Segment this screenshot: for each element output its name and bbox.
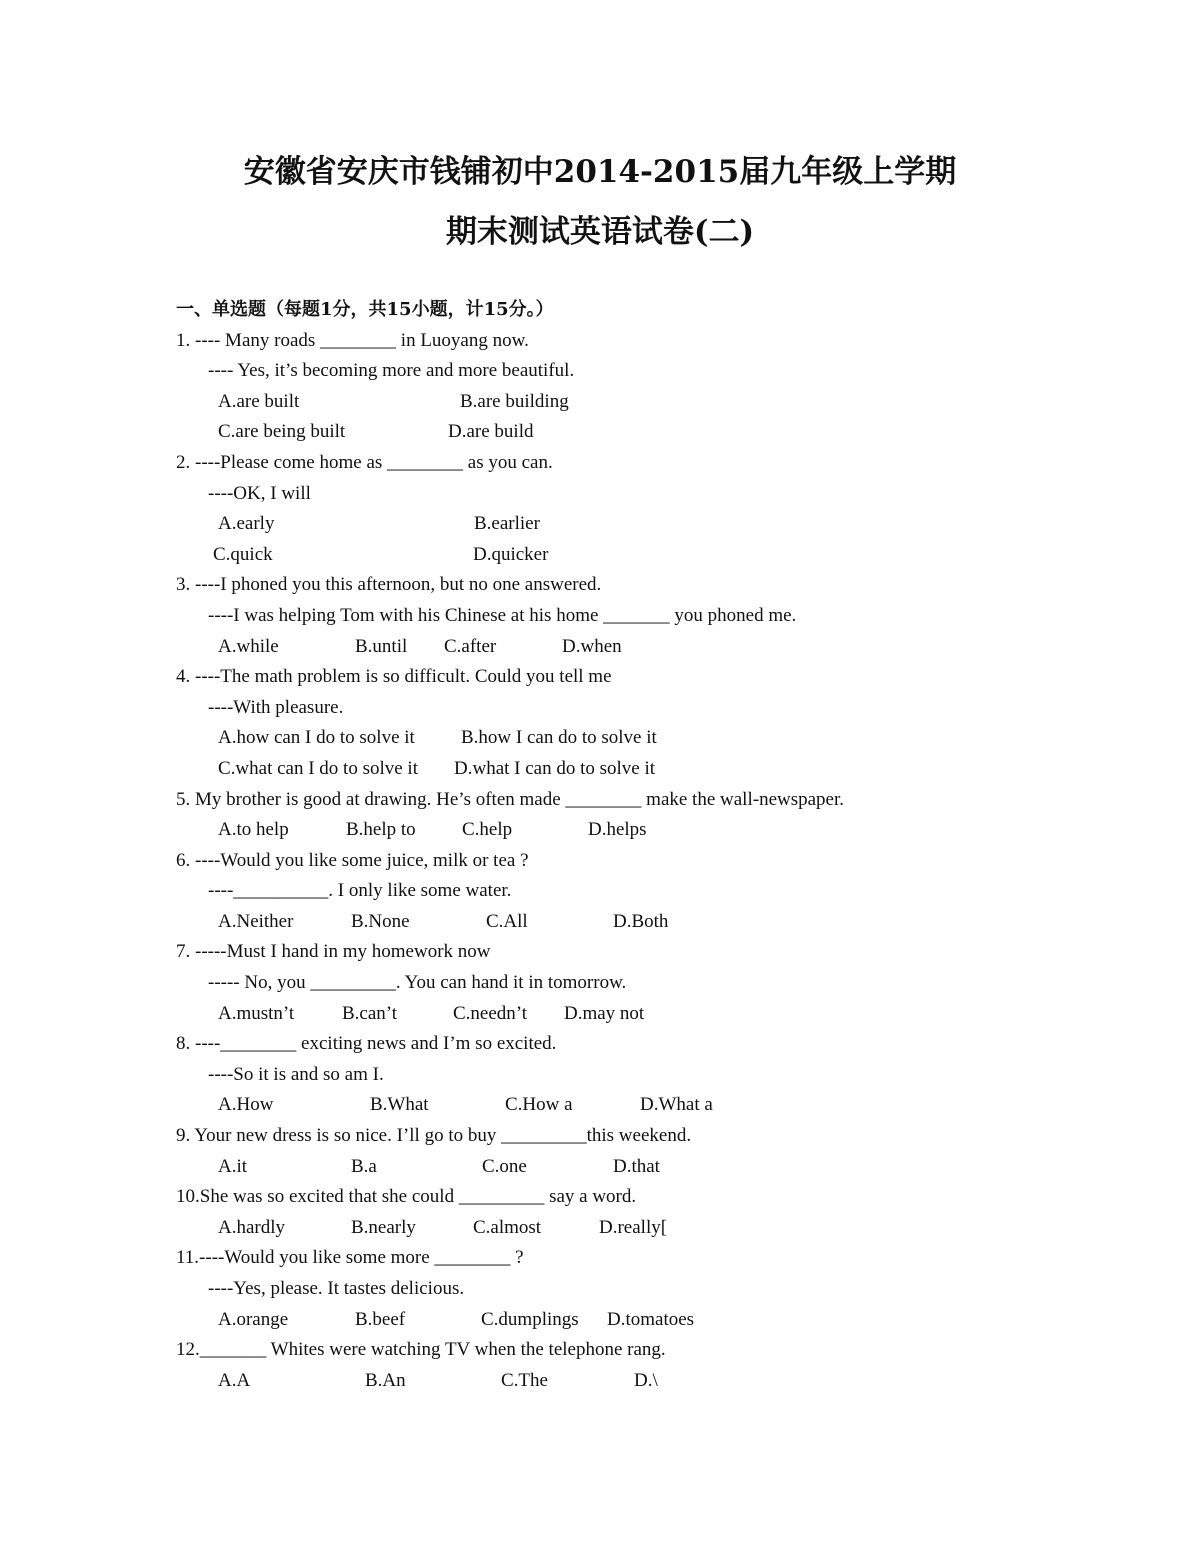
question-5: 5. My brother is good at drawing. He’s often made ________ make the wall-newspaper. [176, 788, 845, 810]
question-8-dialogue: ----So it is and so am I. [208, 1063, 384, 1085]
question-11-dialogue: ----Yes, please. It tastes delicious. [208, 1278, 465, 1299]
option-d: D.may not [564, 1002, 645, 1024]
question-7: 7. -----Must I hand in my homework now [176, 941, 491, 963]
option-b: B.a [351, 1155, 377, 1177]
question-11: 11.----Would you like some more ________ ? [176, 1247, 524, 1269]
option-a: A.How [218, 1094, 274, 1116]
option-c: C.what can I do to solve it [218, 757, 418, 779]
option-b: B.until [355, 635, 408, 657]
option-c: C.needn’t [453, 1002, 528, 1024]
question-7-dialogue: ----- No, you _________. You can hand it in tomorrow. [208, 972, 627, 994]
option-a: A.orange [218, 1308, 289, 1330]
option-c: C.almost [473, 1216, 542, 1238]
option-d: D.\ [634, 1369, 658, 1391]
option-c: C.are being built [218, 421, 346, 443]
exam-title-line-2: 期末测试英语试卷(二) [445, 214, 755, 250]
question-2-options-row-1 [176, 509, 1076, 540]
option-a: A.hardly [218, 1216, 286, 1238]
question-8: 8. ----________ exciting news and I’m so excited. [176, 1033, 557, 1055]
option-b: B.beef [355, 1308, 406, 1330]
question-12-options [176, 1366, 1076, 1397]
question-4-dialogue: ----With pleasure. [208, 696, 344, 718]
option-a: A.mustn’t [218, 1002, 295, 1024]
question-4: 4. ----The math problem is so difficult. Could you tell me [176, 666, 612, 688]
option-d: D.quicker [473, 543, 549, 565]
option-a: A.to help [218, 819, 289, 841]
question-4-options-row-1 [176, 723, 1076, 754]
question-6-options [176, 907, 1076, 938]
option-d: D.that [613, 1155, 660, 1177]
question-10: 10.She was so excited that she could _________ say a word. [176, 1186, 637, 1208]
question-9-options [176, 1152, 1076, 1183]
section-heading: 一、单选题（每题1分，共15小题，计15分。） [176, 299, 554, 320]
option-a: A.are built [218, 390, 300, 412]
question-1-options-row-1 [176, 387, 1076, 418]
question-6-dialogue: ----__________. I only like some water. [208, 880, 512, 902]
question-12: 12._______ Whites were watching TV when the telephone rang. [176, 1339, 666, 1361]
option-c: C.The [501, 1369, 548, 1391]
option-a: A.while [218, 635, 279, 657]
option-a: A.Neither [218, 910, 294, 932]
option-d: D.helps [588, 819, 647, 841]
option-c: C.after [444, 635, 497, 657]
question-4-options-row-2 [176, 754, 1076, 785]
question-1-options-row-2 [176, 417, 1076, 448]
question-6: 6. ----Would you like some juice, milk or tea ? [176, 849, 529, 871]
question-1-dialogue: ---- Yes, it’s becoming more and more beautiful. [208, 360, 575, 382]
option-a: A.it [218, 1155, 248, 1177]
option-d: D.what I can do to solve it [454, 757, 656, 779]
option-b: B.can’t [342, 1002, 398, 1024]
question-2-dialogue: ----OK, I will [208, 482, 311, 504]
option-d: D.really[ [599, 1216, 668, 1238]
option-c: C.one [482, 1155, 527, 1177]
question-3-dialogue: ----I was helping Tom with his Chinese at his home _______ you phoned me. [208, 604, 797, 626]
option-b: B.earlier [474, 513, 540, 535]
option-b: B.What [370, 1094, 429, 1116]
option-a: A.how can I do to solve it [218, 727, 415, 749]
option-b: B.An [365, 1369, 406, 1391]
option-d: D.What a [640, 1094, 713, 1116]
option-c: C.help [462, 819, 513, 841]
question-9: 9. Your new dress is so nice. I’ll go to buy _________this weekend. [176, 1125, 692, 1147]
option-d: D.tomatoes [607, 1308, 695, 1330]
option-b: B.how I can do to solve it [461, 727, 657, 749]
option-a: A.early [218, 513, 275, 535]
question-8-options [176, 1090, 1076, 1121]
option-c: C.dumplings [481, 1308, 579, 1330]
exam-body [176, 295, 1076, 1396]
option-b: B.help to [346, 819, 416, 841]
option-a: A.A [218, 1369, 251, 1391]
option-d: D.are build [448, 421, 534, 443]
exam-title-line-1: 安徽省安庆市钱铺初中2014-2015届九年级上学期 [243, 154, 957, 190]
option-c: C.All [486, 910, 528, 932]
option-c: C.quick [213, 543, 273, 565]
question-3-options [176, 632, 1076, 663]
question-11-options [176, 1305, 1076, 1336]
option-b: B.are building [460, 390, 569, 412]
question-1: 1. ---- Many roads ________ in Luoyang now. [176, 329, 529, 351]
option-d: D.Both [613, 910, 669, 932]
question-5-options [176, 815, 1076, 846]
option-d: D.when [562, 635, 622, 657]
option-b: B.None [351, 910, 410, 932]
question-7-options [176, 999, 1076, 1030]
question-10-options [176, 1213, 1076, 1244]
question-3: 3. ----I phoned you this afternoon, but no one answered. [176, 574, 602, 596]
question-2-options-row-2 [176, 540, 1076, 571]
option-c: C.How a [505, 1094, 573, 1116]
question-2: 2. ----Please come home as ________ as you can. [176, 451, 553, 473]
option-b: B.nearly [351, 1216, 416, 1238]
